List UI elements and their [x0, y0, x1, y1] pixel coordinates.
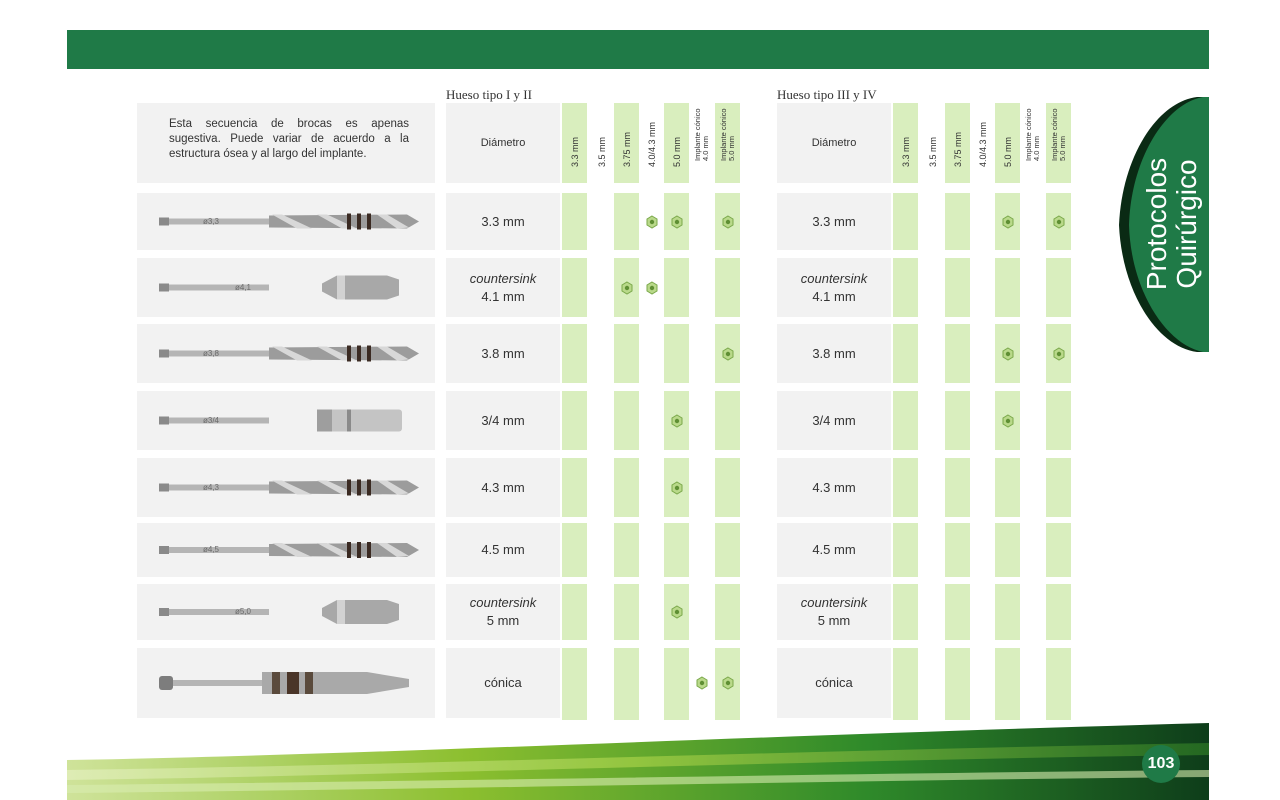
row-separator	[893, 577, 1071, 584]
recommended-mark-icon	[1001, 215, 1015, 229]
drill-label: ø4,5	[203, 545, 220, 554]
table-column	[639, 103, 664, 720]
column-header-label: 3.5 mm	[927, 136, 938, 167]
side-tab-line2: Quirúrgico	[1171, 159, 1202, 289]
table-column	[995, 103, 1020, 720]
table-column	[920, 103, 945, 720]
diameter-cell	[446, 391, 560, 450]
column-header	[1046, 103, 1071, 183]
row-separator	[562, 250, 740, 258]
table-column	[689, 103, 714, 720]
column-header	[945, 103, 970, 183]
diameter-cell	[777, 584, 891, 640]
recommended-mark-icon	[1052, 347, 1066, 361]
diameter-cell	[777, 523, 891, 577]
recommended-mark-icon	[1052, 215, 1066, 229]
recommended-mark-icon	[670, 414, 684, 428]
table-title: Hueso tipo III y IV	[777, 87, 877, 102]
row-separator	[562, 383, 740, 391]
column-header-label: Implante cónico 4.0 mm	[1023, 108, 1041, 161]
diameter-cell-line1: 4.5 mm	[812, 542, 856, 557]
diameter-cell	[777, 391, 891, 450]
diameter-cell	[446, 584, 560, 640]
column-header-label: 4.0/4.3 mm	[977, 121, 988, 167]
column-header-label: 3.75 mm	[621, 131, 632, 167]
column-header-label: 3.5 mm	[596, 136, 607, 167]
column-header-label: 5.0 mm	[1002, 136, 1013, 167]
diameter-cell	[446, 324, 560, 383]
row-separator	[562, 183, 740, 193]
diameter-cell-line1: cónica	[484, 675, 522, 690]
drill-image	[137, 258, 435, 317]
page-number: 103	[1142, 745, 1180, 783]
drill-label: ø3,3	[203, 216, 220, 226]
drill-image	[137, 648, 435, 718]
diameter-header: Diámetro	[446, 103, 560, 183]
diameter-cell-line1: countersink	[800, 270, 868, 286]
table-column	[664, 103, 689, 720]
diameter-cell-line2: 5 mm	[486, 613, 520, 628]
table-column	[945, 103, 970, 720]
drill-image	[137, 193, 435, 250]
row-separator	[893, 383, 1071, 391]
column-header	[689, 103, 714, 183]
column-header	[995, 103, 1020, 183]
diameter-cell-line1: 3.8 mm	[812, 345, 856, 361]
recommended-mark-icon	[670, 481, 684, 495]
table-column	[614, 103, 639, 720]
table-column	[970, 103, 995, 720]
drill-label: ø3/4	[203, 415, 220, 425]
column-header-label: 3.3 mm	[569, 136, 580, 167]
diameter-cell	[777, 458, 891, 517]
diameter-cell	[777, 324, 891, 383]
row-separator	[562, 450, 740, 458]
diameter-cell	[446, 258, 560, 317]
diameter-cell	[446, 458, 560, 517]
recommended-mark-icon	[721, 215, 735, 229]
diameter-cell-line1: 3.3 mm	[812, 213, 856, 229]
diameter-cell-line1: countersink	[800, 595, 868, 610]
column-header-label: Implante cónico 5.0 mm	[718, 108, 736, 161]
column-header	[639, 103, 664, 183]
drill-image	[137, 523, 435, 577]
drill-image	[137, 391, 435, 450]
column-header-label: 5.0 mm	[671, 136, 682, 167]
side-tab-line1: Protocolos	[1141, 157, 1172, 291]
recommended-mark-icon	[695, 676, 709, 690]
diameter-cell	[446, 193, 560, 250]
drill-image	[137, 458, 435, 517]
diameter-cell-line1: 3.3 mm	[481, 213, 525, 229]
diameter-cell	[777, 648, 891, 718]
diameter-cell	[446, 523, 560, 577]
row-separator	[562, 517, 740, 523]
recommended-mark-icon	[670, 605, 684, 619]
row-separator	[893, 250, 1071, 258]
top-banner	[67, 30, 1209, 69]
diameter-cell-line1: 4.5 mm	[481, 542, 525, 557]
column-header	[664, 103, 689, 183]
column-header	[562, 103, 587, 183]
drill-image	[137, 324, 435, 383]
table-column	[1046, 103, 1071, 720]
row-separator	[893, 317, 1071, 324]
table-column	[562, 103, 587, 720]
diameter-cell-line2: 5 mm	[817, 613, 851, 628]
recommended-mark-icon	[645, 215, 659, 229]
row-separator	[562, 577, 740, 584]
row-separator	[893, 450, 1071, 458]
diameter-cell	[446, 648, 560, 718]
row-separator	[893, 183, 1071, 193]
column-header-label: Implante cónico 5.0 mm	[1049, 108, 1067, 161]
column-header	[970, 103, 995, 183]
recommended-mark-icon	[721, 347, 735, 361]
diameter-cell-line1: 4.3 mm	[812, 479, 856, 495]
drill-label: ø3,8	[203, 348, 220, 358]
recommended-mark-icon	[645, 281, 659, 295]
column-header	[614, 103, 639, 183]
column-header-label: 3.75 mm	[952, 131, 963, 167]
diameter-cell-line1: countersink	[469, 270, 537, 286]
intro-text: Esta secuencia de brocas es apenas sugestiva. Puede variar de acuerdo a la estructura ósea y al largo del implante.	[137, 103, 435, 183]
diameter-cell-line1: 3/4 mm	[812, 412, 856, 428]
table-title: Hueso tipo I y II	[446, 87, 532, 102]
diameter-cell-line2: 4.1 mm	[812, 288, 856, 304]
diameter-cell-line1: countersink	[469, 595, 537, 610]
column-header-label: 4.0/4.3 mm	[646, 121, 657, 167]
diameter-cell-line1: 3.8 mm	[481, 345, 525, 361]
row-separator	[893, 517, 1071, 523]
diameter-cell-line1: cónica	[815, 675, 853, 690]
drill-label: ø4,3	[203, 482, 220, 492]
column-header-label: Implante cónico 4.0 mm	[692, 108, 710, 161]
table-column	[715, 103, 740, 720]
column-header	[589, 103, 614, 183]
column-header	[1020, 103, 1045, 183]
recommended-mark-icon	[1001, 414, 1015, 428]
row-separator	[562, 640, 740, 648]
drill-image	[137, 584, 435, 640]
diameter-cell	[777, 193, 891, 250]
diameter-cell-line1: 4.3 mm	[481, 479, 525, 495]
row-separator	[562, 317, 740, 324]
recommended-mark-icon	[1001, 347, 1015, 361]
table-column	[893, 103, 918, 720]
column-header	[920, 103, 945, 183]
column-header	[893, 103, 918, 183]
diameter-cell-line1: 3/4 mm	[481, 412, 525, 428]
diameter-cell	[777, 258, 891, 317]
row-separator	[893, 640, 1071, 648]
drill-label: ø4,1	[235, 282, 252, 292]
table-column	[1020, 103, 1045, 720]
side-tab-title	[1142, 158, 1202, 290]
recommended-mark-icon	[670, 215, 684, 229]
diameter-header: Diámetro	[777, 103, 891, 183]
footer-green-swoosh	[67, 715, 1209, 800]
drill-label: ø5,0	[235, 607, 252, 616]
column-header-label: 3.3 mm	[900, 136, 911, 167]
column-header	[715, 103, 740, 183]
recommended-mark-icon	[721, 676, 735, 690]
diameter-cell-line2: 4.1 mm	[481, 288, 525, 304]
table-column	[589, 103, 614, 720]
recommended-mark-icon	[620, 281, 634, 295]
